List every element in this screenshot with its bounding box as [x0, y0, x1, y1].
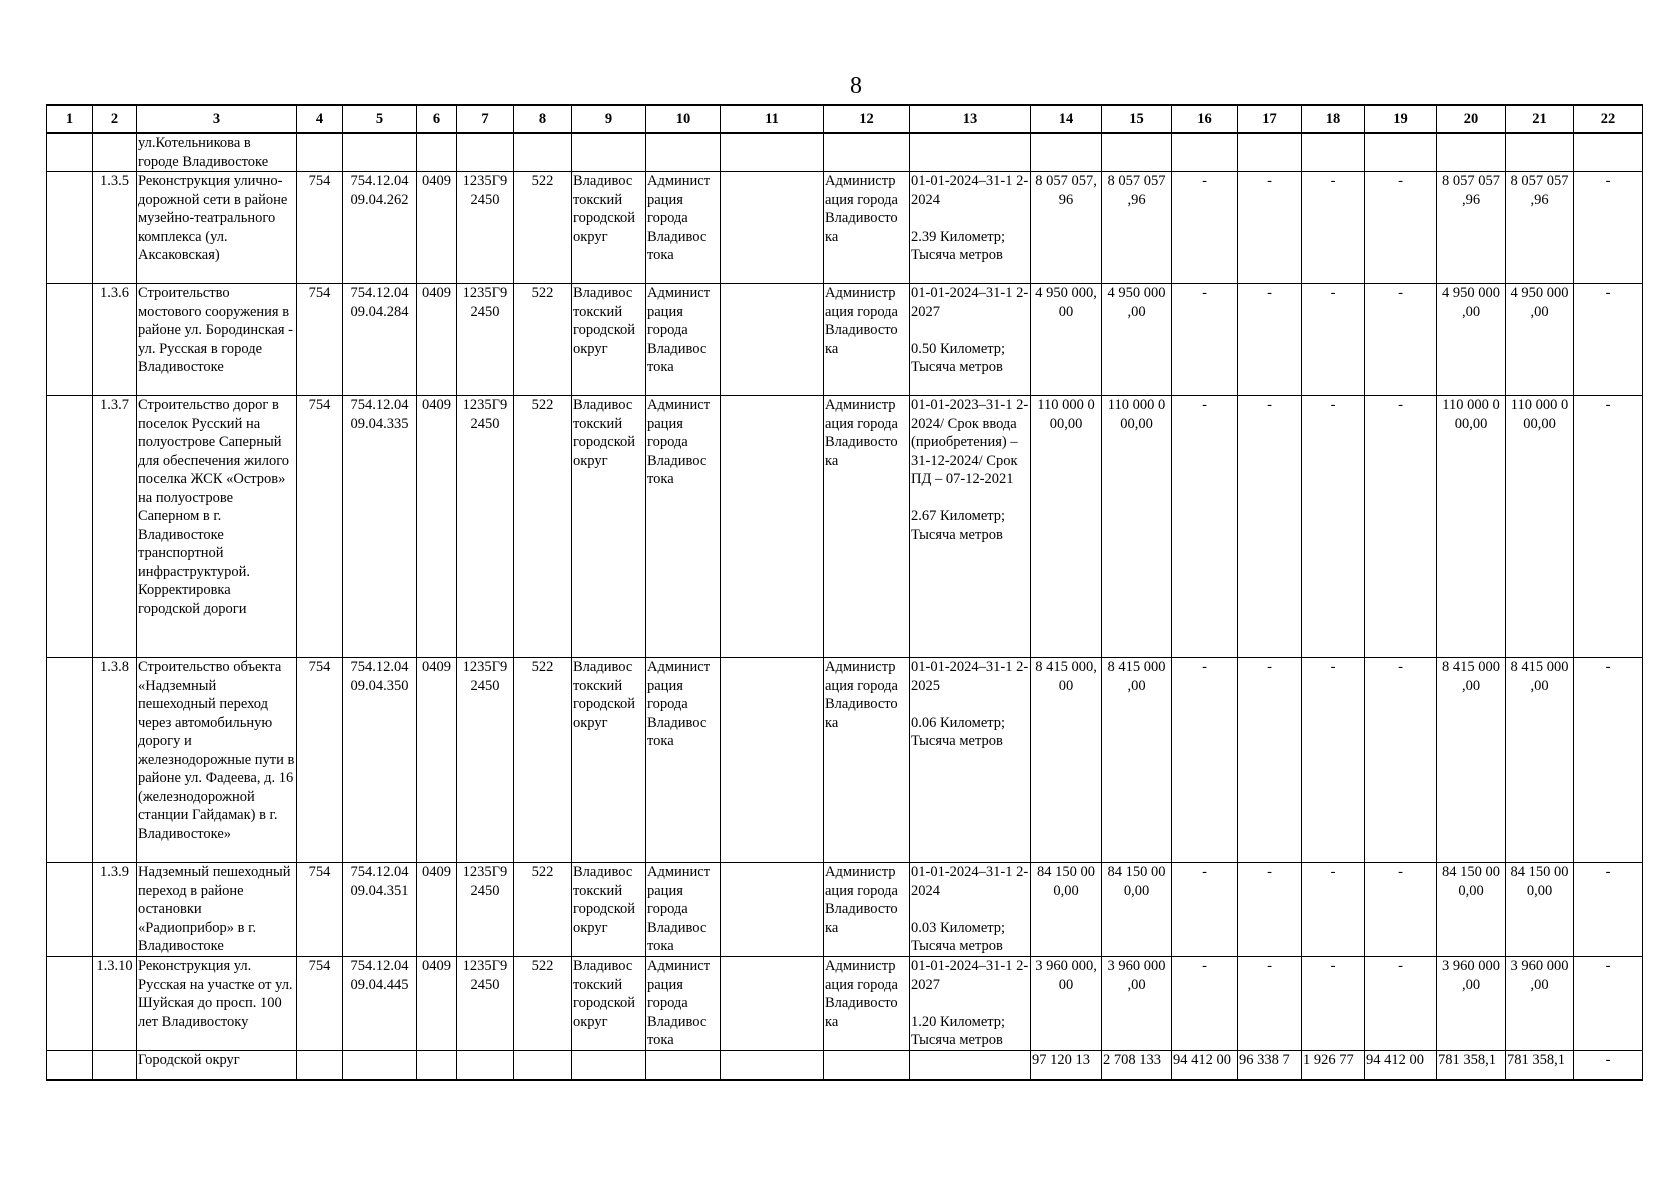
table-cell-c9: Владивос токский городской округ — [572, 957, 646, 1051]
total-c18: 1 926 77 — [1302, 1051, 1365, 1081]
table-cell-c18: - — [1302, 284, 1365, 396]
table-cell-c7: 1235Г9 2450 — [457, 172, 514, 284]
table-row — [47, 396, 1643, 658]
header-cell: 8 — [514, 105, 572, 133]
table-cell-c21: 8 415 000 ,00 — [1506, 658, 1574, 863]
total-c15: 2 708 133 — [1102, 1051, 1172, 1081]
table-cell-c6: 0409 — [417, 396, 457, 658]
table-cell-c20: 84 150 00 0,00 — [1437, 863, 1506, 957]
total-c21: 781 358,1 — [1506, 1051, 1574, 1081]
table-cell-num: 1.3.9 — [93, 863, 137, 957]
table-cell-c5: 754.12.04 09.04.445 — [343, 957, 417, 1051]
table-cell-c21: 110 000 0 00,00 — [1506, 396, 1574, 658]
table-cell — [1102, 133, 1172, 172]
table-cell-c8: 522 — [514, 284, 572, 396]
table-cell-c5: 754.12.04 09.04.284 — [343, 284, 417, 396]
table-cell-c5: 754.12.04 09.04.262 — [343, 172, 417, 284]
table-cell-c15: 4 950 000 ,00 — [1102, 284, 1172, 396]
table-cell-c13: 01-01-2024–31-1 2-2027 1.20 Километр; Тысяча метров — [910, 957, 1031, 1051]
table-cell — [417, 1051, 457, 1081]
table-cell-c13: 01-01-2024–31-1 2-2024 2.39 Километр; Тысяча метров — [910, 172, 1031, 284]
table-cell-name: Строительство мостового сооружения в районе ул. Бородинская - ул. Русская в городе Владивостоке — [137, 284, 297, 396]
table-cell-c4: 754 — [297, 172, 343, 284]
header-cell: 11 — [721, 105, 824, 133]
table-cell-c19: - — [1365, 172, 1437, 284]
table-cell-c4: 754 — [297, 863, 343, 957]
table-cell-c14: 8 415 000, 00 — [1031, 658, 1102, 863]
table-cell-c7: 1235Г9 2450 — [457, 957, 514, 1051]
table-cell-c21: 84 150 00 0,00 — [1506, 863, 1574, 957]
table-cell — [1302, 133, 1365, 172]
table-row — [47, 658, 1643, 863]
table-cell-c5: 754.12.04 09.04.350 — [343, 658, 417, 863]
header-cell: 13 — [910, 105, 1031, 133]
table-cell-c21: 8 057 057 ,96 — [1506, 172, 1574, 284]
table-cell-c13: 01-01-2024–31-1 2-2024 0.03 Километр; Тысяча метров — [910, 863, 1031, 957]
table-cell-num: 1.3.8 — [93, 658, 137, 863]
table-cell-c9: Владивос токский городской округ — [572, 863, 646, 957]
table-cell-c22: - — [1574, 863, 1643, 957]
table-cell — [572, 1051, 646, 1081]
table-row — [47, 957, 1643, 1051]
table-cell-c18: - — [1302, 658, 1365, 863]
table-cell-c19: - — [1365, 957, 1437, 1051]
table-cell-c5: 754.12.04 09.04.351 — [343, 863, 417, 957]
table-cell-c15: 84 150 00 0,00 — [1102, 863, 1172, 957]
table-cell-c9: Владивос токский городской округ — [572, 396, 646, 658]
table-cell-name: Надземный пешеходный переход в районе остановки «Радиоприбор» в г. Владивостоке — [137, 863, 297, 957]
header-cell: 15 — [1102, 105, 1172, 133]
table-cell-c7: 1235Г9 2450 — [457, 396, 514, 658]
table-cell-c22: - — [1574, 284, 1643, 396]
header-cell: 6 — [417, 105, 457, 133]
table-cell-c14: 4 950 000, 00 — [1031, 284, 1102, 396]
table-cell — [910, 133, 1031, 172]
header-cell: 22 — [1574, 105, 1643, 133]
header-cell: 18 — [1302, 105, 1365, 133]
table-cell-c17: - — [1238, 284, 1302, 396]
table-cell-c20: 8 057 057 ,96 — [1437, 172, 1506, 284]
table-cell-c11 — [721, 172, 824, 284]
total-c20: 781 358,1 — [1437, 1051, 1506, 1081]
table-cell-name: Строительство объекта «Надземный пешеходный переход через автомобильную дорогу и железнодорожные пути в районе ул. Фадеева, д. 16 (железнодорожной станции Гайдамак) в г. Владивостоке» — [137, 658, 297, 863]
table-cell-c22: - — [1574, 658, 1643, 863]
table-cell-c7: 1235Г9 2450 — [457, 284, 514, 396]
table-cell — [457, 133, 514, 172]
table-cell-c8: 522 — [514, 957, 572, 1051]
table-cell-c16: - — [1172, 396, 1238, 658]
table-cell-name: Реконструкция улично-дорожной сети в районе музейно-театрального комплекса (ул. Аксаковская) — [137, 172, 297, 284]
table-cell-c12: Администр ация города Владивосто ка — [824, 396, 910, 658]
table-cell-c17: - — [1238, 863, 1302, 957]
table-row — [47, 863, 1643, 957]
table-cell-c18: - — [1302, 396, 1365, 658]
table-cell-c10: Админист рация города Владивос тока — [646, 172, 721, 284]
table-cell-c15: 8 057 057 ,96 — [1102, 172, 1172, 284]
table-cell — [47, 1051, 93, 1081]
table-cell-num: 1.3.6 — [93, 284, 137, 396]
total-c14: 97 120 13 — [1031, 1051, 1102, 1081]
table-cell-c10: Админист рация города Владивос тока — [646, 396, 721, 658]
table-cell — [47, 658, 93, 863]
table-cell — [47, 172, 93, 284]
table-cell — [721, 1051, 824, 1081]
table-cell — [47, 396, 93, 658]
total-c22: - — [1574, 1051, 1643, 1081]
table-cell-c4: 754 — [297, 658, 343, 863]
table-cell — [297, 133, 343, 172]
table-cell-c14: 84 150 00 0,00 — [1031, 863, 1102, 957]
table-cell-c21: 3 960 000 ,00 — [1506, 957, 1574, 1051]
table-cell — [1238, 133, 1302, 172]
table-cell-c10: Админист рация города Владивос тока — [646, 863, 721, 957]
table-cell — [47, 284, 93, 396]
table-cell — [1437, 133, 1506, 172]
table-cell-c19: - — [1365, 863, 1437, 957]
table-cell-c9: Владивос токский городской округ — [572, 284, 646, 396]
table-cell — [572, 133, 646, 172]
header-cell: 5 — [343, 105, 417, 133]
table-cell — [721, 133, 824, 172]
table-cell-c15: 110 000 0 00,00 — [1102, 396, 1172, 658]
table-cell — [646, 1051, 721, 1081]
table-cell — [343, 133, 417, 172]
table-cell-c15: 3 960 000 ,00 — [1102, 957, 1172, 1051]
table-cell — [47, 957, 93, 1051]
table-cell-c9: Владивос токский городской округ — [572, 658, 646, 863]
table-cell-c19: - — [1365, 284, 1437, 396]
table-cell-c4: 754 — [297, 957, 343, 1051]
total-c17: 96 338 7 — [1238, 1051, 1302, 1081]
table-cell-c7: 1235Г9 2450 — [457, 658, 514, 863]
table-row — [47, 133, 1643, 172]
table-cell-c22: - — [1574, 172, 1643, 284]
table-cell-num: 1.3.5 — [93, 172, 137, 284]
header-cell: 19 — [1365, 105, 1437, 133]
table-cell-c10: Админист рация города Владивос тока — [646, 284, 721, 396]
table-cell — [297, 1051, 343, 1081]
table-cell-c4: 754 — [297, 284, 343, 396]
table-cell-c12: Администр ация города Владивосто ка — [824, 957, 910, 1051]
table-cell-name: Реконструкция ул. Русская на участке от ул. Шуйская до просп. 100 лет Владивостоку — [137, 957, 297, 1051]
table-cell — [824, 1051, 910, 1081]
total-row — [47, 1051, 1643, 1081]
header-cell: 17 — [1238, 105, 1302, 133]
table-cell-c8: 522 — [514, 658, 572, 863]
table-cell-c8: 522 — [514, 863, 572, 957]
table-cell — [47, 133, 93, 172]
table-cell-c13: 01-01-2023–31-1 2-2024/ Срок ввода (приобретения) – 31-12-2024/ Срок ПД – 07-12-2021 2.67 Километр; Тысяча метров — [910, 396, 1031, 658]
table-cell: ул.Котельникова в городе Владивостоке — [137, 133, 297, 172]
table-cell-c6: 0409 — [417, 658, 457, 863]
table-cell — [646, 133, 721, 172]
table-cell-c5: 754.12.04 09.04.335 — [343, 396, 417, 658]
table-cell-c11 — [721, 658, 824, 863]
table-cell — [1172, 133, 1238, 172]
header-cell: 9 — [572, 105, 646, 133]
table-cell — [93, 133, 137, 172]
table-row — [47, 172, 1643, 284]
table-cell-c13: 01-01-2024–31-1 2-2025 0.06 Километр; Тысяча метров — [910, 658, 1031, 863]
table-cell-c6: 0409 — [417, 863, 457, 957]
budget-table — [46, 104, 1643, 1081]
total-c19: 94 412 00 — [1365, 1051, 1437, 1081]
header-cell: 2 — [93, 105, 137, 133]
table-cell — [824, 133, 910, 172]
table-cell-c11 — [721, 957, 824, 1051]
table-cell — [417, 133, 457, 172]
table-cell-c11 — [721, 863, 824, 957]
table-cell-c9: Владивос токский городской округ — [572, 172, 646, 284]
table-cell-c17: - — [1238, 658, 1302, 863]
table-cell — [47, 863, 93, 957]
table-cell-c8: 522 — [514, 172, 572, 284]
table-cell — [1506, 133, 1574, 172]
table-cell-c22: - — [1574, 396, 1643, 658]
table-cell-c12: Администр ация города Владивосто ка — [824, 863, 910, 957]
table-row — [47, 284, 1643, 396]
table-cell — [1574, 133, 1643, 172]
table-cell-c12: Администр ация города Владивосто ка — [824, 658, 910, 863]
table-cell — [93, 1051, 137, 1081]
table-cell-c6: 0409 — [417, 957, 457, 1051]
table-cell-c18: - — [1302, 957, 1365, 1051]
table-cell-c16: - — [1172, 658, 1238, 863]
table-cell-c16: - — [1172, 284, 1238, 396]
page-number: 8 — [850, 73, 862, 99]
table-cell-c20: 3 960 000 ,00 — [1437, 957, 1506, 1051]
table-cell-name: Строительство дорог в поселок Русский на полуострове Саперный для обеспечения жилого поселка ЖСК «Остров» на полуострове Саперном в г. Владивостоке транспортной инфраструктурой. Корректировка городской дороги — [137, 396, 297, 658]
header-cell: 14 — [1031, 105, 1102, 133]
table-cell-c8: 522 — [514, 396, 572, 658]
header-cell: 4 — [297, 105, 343, 133]
table-cell-c11 — [721, 284, 824, 396]
table-cell — [457, 1051, 514, 1081]
table-cell-c16: - — [1172, 172, 1238, 284]
table-cell-c19: - — [1365, 658, 1437, 863]
header-cell: 7 — [457, 105, 514, 133]
table-cell-c18: - — [1302, 172, 1365, 284]
table-cell-c21: 4 950 000 ,00 — [1506, 284, 1574, 396]
header-cell: 21 — [1506, 105, 1574, 133]
table-cell-c15: 8 415 000 ,00 — [1102, 658, 1172, 863]
table-cell-c4: 754 — [297, 396, 343, 658]
table-cell — [514, 133, 572, 172]
table-cell-c17: - — [1238, 396, 1302, 658]
header-cell: 16 — [1172, 105, 1238, 133]
table-cell-c14: 8 057 057, 96 — [1031, 172, 1102, 284]
total-c16: 94 412 00 — [1172, 1051, 1238, 1081]
table-cell-c14: 3 960 000, 00 — [1031, 957, 1102, 1051]
table-cell-c6: 0409 — [417, 284, 457, 396]
table-cell — [1031, 133, 1102, 172]
table-cell-c20: 8 415 000 ,00 — [1437, 658, 1506, 863]
table-cell-c20: 110 000 0 00,00 — [1437, 396, 1506, 658]
table-cell-c16: - — [1172, 863, 1238, 957]
table-cell-c6: 0409 — [417, 172, 457, 284]
total-label: Городской округ — [137, 1051, 297, 1081]
table-cell-c14: 110 000 0 00,00 — [1031, 396, 1102, 658]
table-cell-c17: - — [1238, 172, 1302, 284]
table-cell-c11 — [721, 396, 824, 658]
table-cell — [514, 1051, 572, 1081]
table-cell-c13: 01-01-2024–31-1 2-2027 0.50 Километр; Тысяча метров — [910, 284, 1031, 396]
table-cell-c18: - — [1302, 863, 1365, 957]
table-cell-c22: - — [1574, 957, 1643, 1051]
header-cell: 12 — [824, 105, 910, 133]
table-cell-c10: Админист рация города Владивос тока — [646, 658, 721, 863]
table-cell-c10: Админист рация города Владивос тока — [646, 957, 721, 1051]
header-cell: 10 — [646, 105, 721, 133]
table-cell-num: 1.3.7 — [93, 396, 137, 658]
table-cell — [1365, 133, 1437, 172]
header-cell: 1 — [47, 105, 93, 133]
table-cell-c17: - — [1238, 957, 1302, 1051]
table-cell-c20: 4 950 000 ,00 — [1437, 284, 1506, 396]
table-cell-c7: 1235Г9 2450 — [457, 863, 514, 957]
table-cell-c12: Администр ация города Владивосто ка — [824, 172, 910, 284]
table-cell-c12: Администр ация города Владивосто ка — [824, 284, 910, 396]
table-cell-c19: - — [1365, 396, 1437, 658]
header-cell: 3 — [137, 105, 297, 133]
header-cell: 20 — [1437, 105, 1506, 133]
header-row — [47, 105, 1643, 133]
table-cell — [343, 1051, 417, 1081]
table-cell — [910, 1051, 1031, 1081]
table-cell-c16: - — [1172, 957, 1238, 1051]
table-cell-num: 1.3.10 — [93, 957, 137, 1051]
